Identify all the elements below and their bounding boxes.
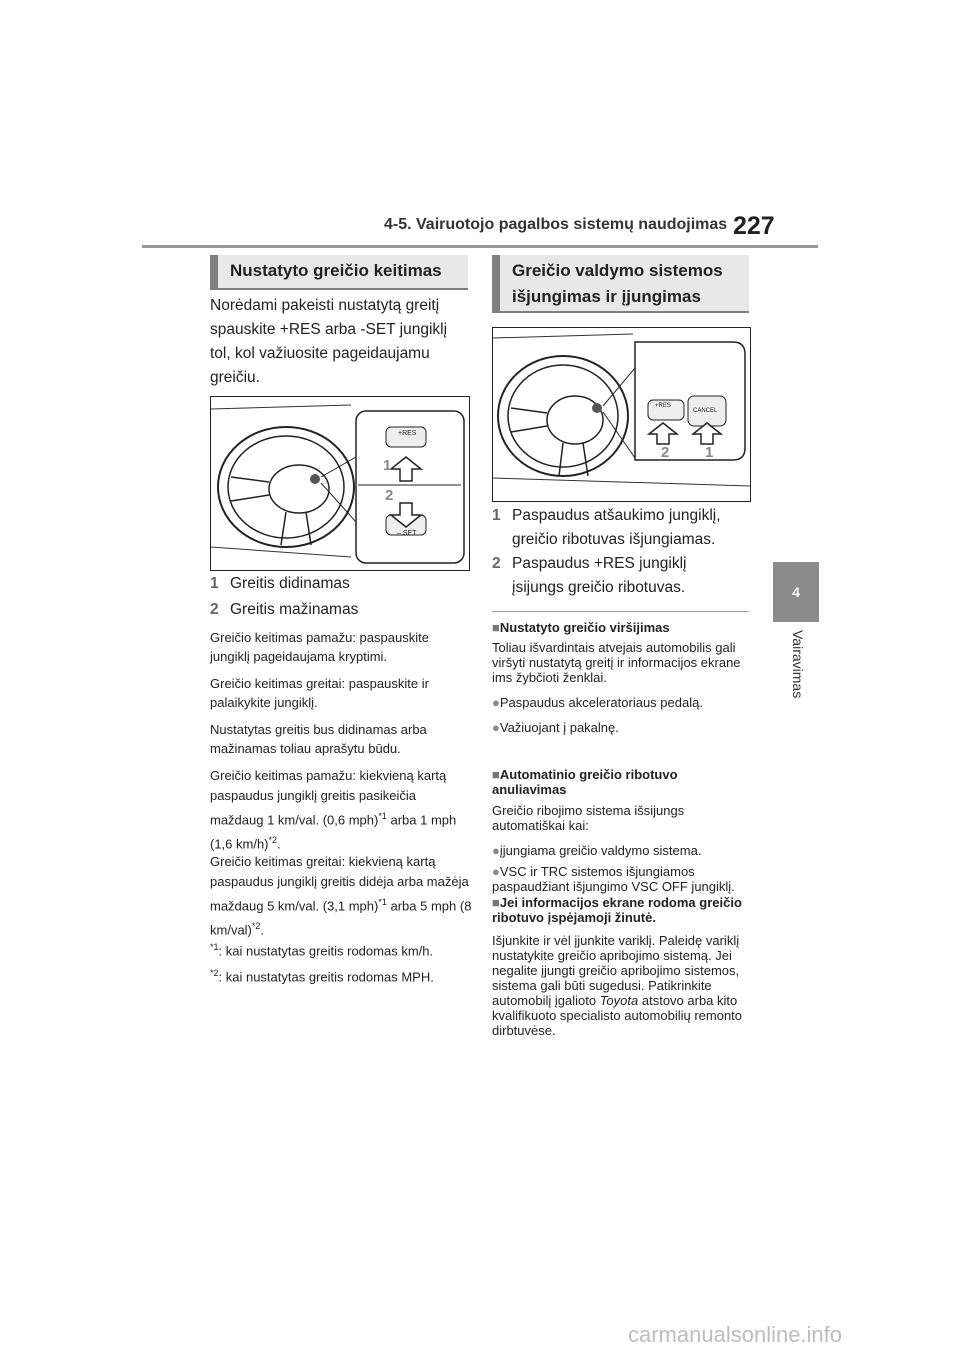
footnote-1: $^{*1}$: kai nustatytas greitis rodomas km/h. [210, 942, 434, 959]
footnote-2: $^{*2}$: kai nustatytas greitis rodomas MPH. [210, 968, 434, 985]
section-heading-right: Greičio valdymo sistemos išjungimas ir įjungimas [492, 255, 749, 311]
paragraph-adjust-info: Nustatytas greitis bus didinamas arba mažinamas toliau aprašytu būdu. [210, 722, 427, 756]
paragraph-fast-detail: Greičio keitimas greitai: kiekvieną kartą paspaudus jungiklį greitis didėja arba mažėja maždaug 5 km/val. (3,1 mph)$^{*1}$ arba 5 mph (8 km/val)$^{*2}$. [210, 854, 472, 938]
heading-underline-right [492, 311, 749, 313]
figure-callout-1: 1 [383, 457, 392, 474]
paragraph-slow-change: Greičio keitimas pamažu: paspauskite jungiklį pageidaujama kryptimi. [210, 630, 429, 664]
page-number: 227 [733, 212, 775, 240]
chapter-tab-label: Vairavimas [790, 630, 806, 699]
steering-switch-figure-right [492, 327, 751, 502]
chapter-title: 4-5. Vairuotojo pagalbos sistemų naudojimas [384, 216, 728, 233]
figure-callout-2-right: 2 [661, 444, 670, 461]
section-speed-exceed: ■Nustatyto greičio viršijimas Toliau išvardintais atvejais automobilis gali viršyti nustatytą greitį ir informacijos ekrane ims žybčioti ženklai. ●Paspaudus akceleratoriaus pedalą. ●Važiuojant į pakalnę. [492, 620, 741, 735]
figure-callout-2: 2 [385, 487, 394, 504]
res-button-label: +RES [398, 430, 417, 437]
figure-callout-1-right: 1 [705, 444, 714, 461]
paragraph-slow-detail: Greičio keitimas pamažu: kiekvieną kartą paspaudus jungiklį greitis pasikeičia maždaug 1 km/val. (0,6 mph)$^{*1}$ arba 1 mph (1,6 km/h)$^{*2}$. [210, 768, 457, 852]
steering-wheel-illustration [211, 397, 469, 570]
section-heading-left: Nustatyto greičio keitimas [210, 255, 468, 288]
section-separator [492, 611, 749, 612]
chapter-tab: 4 [773, 562, 819, 622]
intro-paragraph: Norėdami pakeisti nustatytą greitį spauskite +RES arba -SET jungiklį tol, kol važiuosite pageidaujamu greičiu. [210, 297, 448, 386]
step-1-right: 1 Paspaudus atšaukimo jungiklį, greičio ribotuvas išjungiamas. [492, 507, 721, 548]
step-1-left: 1 Greitis didinamas [210, 575, 350, 592]
steering-wheel-cancel-illustration [493, 328, 750, 501]
heading-underline-left [210, 288, 468, 290]
section-auto-cancel: ■Automatinio greičio ribotuvo anuliavimas Greičio ribojimo sistema išsijungs automatiškai kai: ●įjungiama greičio valdymo sistema. ●VSC ir TRC sistemos išjungiamos paspaudžiant išjungimo VSC OFF jungiklį. [492, 767, 735, 894]
header-rule [142, 245, 818, 248]
steering-switch-figure-left [210, 396, 470, 571]
step-2-right: 2 Paspaudus +RES jungiklį įsijungs greičio ribotuvas. [492, 555, 687, 596]
res-button-label-right: +RES [655, 403, 671, 409]
section-warning-message: ■Jei informacijos ekrane rodoma greičio ribotuvo įspėjamoji žinutė. Išjunkite ir vėl įjunkite variklį. Paleidę variklį nustatykite greičio apribojimo sistemą. Jei negalite įjungti greičio apribojimo sistemos, sistema gali būti sugedusi. Patikrinkite automobilį įgalioto Toyota atstovo arba kito kvalifikuoto specialisto automobilių remonto dirbtuvėse. [492, 895, 743, 1038]
watermark-text: carmanualsonline.info [628, 1322, 843, 1347]
paragraph-fast-change: Greičio keitimas greitai: paspauskite ir palaikykite jungiklį. [210, 676, 429, 710]
cancel-button-label: CANCEL [693, 408, 718, 414]
set-button-label: – SET [397, 530, 417, 537]
step-2-left: 2 Greitis mažinamas [210, 601, 359, 618]
